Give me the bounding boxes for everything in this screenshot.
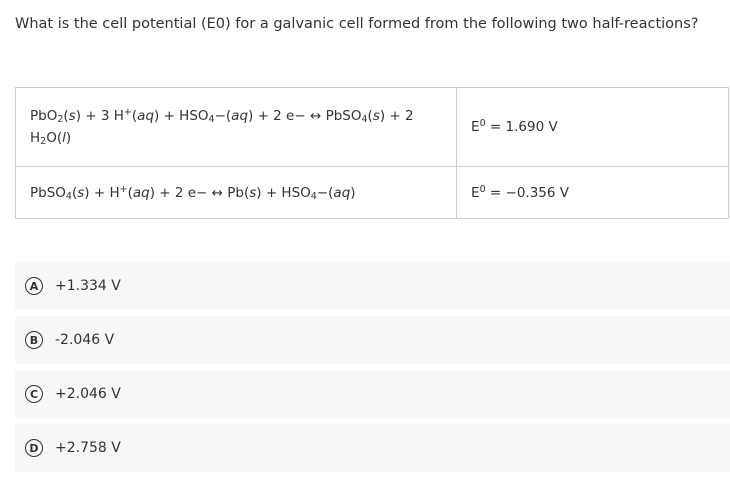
table-row	[16, 167, 729, 219]
eq-subscript: 4	[310, 190, 317, 202]
potential-value: = 1.690 V	[485, 119, 558, 135]
option-c[interactable]	[15, 370, 730, 418]
potential-symbol: E	[471, 119, 480, 135]
eq-subscript: 4	[65, 190, 72, 202]
eq-text: −(aq)	[316, 184, 356, 201]
reaction-1-potential	[457, 88, 729, 167]
option-text: +1.334 V	[55, 278, 121, 294]
eq-text: (s) + H	[71, 184, 120, 201]
eq-subscript: 4	[361, 114, 368, 125]
eq-text: −(aq) + 2 e− ↔ PbSO	[214, 108, 362, 124]
potential-symbol: E	[471, 184, 480, 201]
reaction-2-equation	[16, 167, 457, 219]
eq-superscript: +	[123, 107, 132, 118]
option-letter-badge: D	[25, 439, 43, 457]
eq-superscript: +	[119, 183, 128, 195]
eq-text: (s) + 2	[367, 108, 414, 124]
option-a[interactable]	[15, 262, 730, 310]
option-text: +2.046 V	[55, 386, 121, 402]
option-b[interactable]	[15, 316, 730, 364]
eq-text: PbSO	[30, 184, 66, 201]
eq-text: H	[30, 130, 41, 146]
eq-text: (aq) + 2 e− ↔ Pb(s) + HSO	[127, 184, 311, 201]
reaction-1-equation	[16, 88, 457, 167]
potential-superscript: 0	[479, 183, 486, 195]
eq-text: PbO	[30, 108, 58, 124]
option-d[interactable]	[15, 424, 730, 472]
eq-subscript: 4	[208, 114, 215, 125]
eq-text: (aq) + HSO	[131, 108, 209, 124]
eq-text: (s) + 3 H	[63, 108, 124, 124]
option-letter-badge: C	[25, 385, 43, 403]
option-text: +2.758 V	[55, 440, 121, 456]
reaction-2-potential	[457, 167, 729, 219]
eq-subscript: 2	[57, 114, 64, 125]
table-row	[16, 88, 729, 167]
answer-options	[15, 262, 730, 478]
eq-text: O(l)	[46, 130, 72, 146]
potential-value: = −0.356 V	[485, 184, 570, 201]
half-reactions-table	[15, 87, 729, 219]
option-text: -2.046 V	[55, 332, 115, 348]
option-letter-badge: A	[25, 277, 43, 295]
option-letter-badge: B	[25, 331, 43, 349]
potential-superscript: 0	[479, 118, 486, 129]
question-text: What is the cell potential (E0) for a galvanic cell formed from the following two half-reactions?	[15, 16, 699, 32]
eq-subscript: 2	[40, 136, 47, 147]
